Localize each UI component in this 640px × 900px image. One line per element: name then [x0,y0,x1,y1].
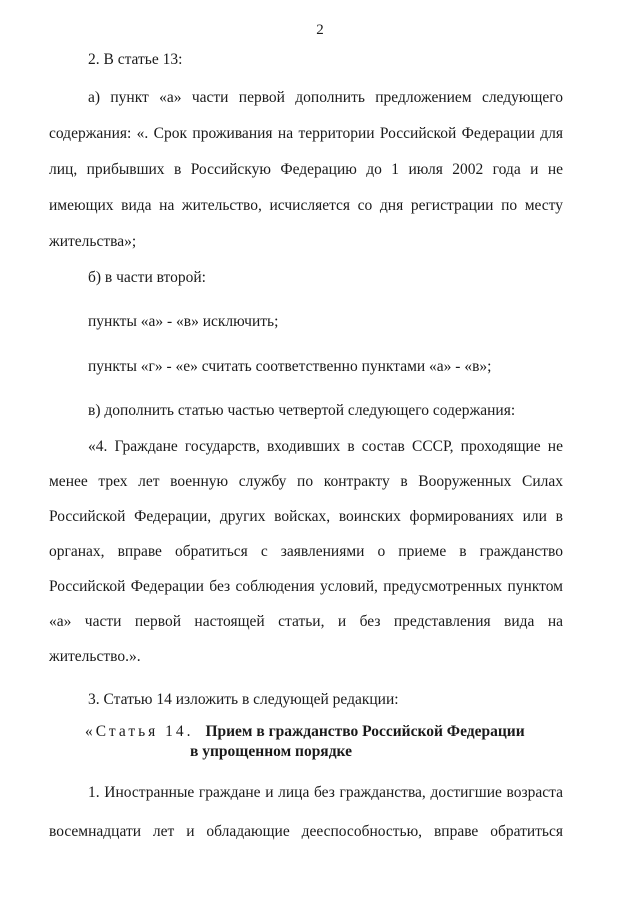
article-14-heading [85,722,555,762]
para-4-line: Российской Федерации, других войсках, воинских формированиях или в [49,508,563,525]
para-1-line: восемнадцати лет и обладающие дееспособностью, вправе обратиться [49,823,563,840]
article-14-title: Прием в гражданство Российской Федерации [205,723,525,740]
para-a-line: имеющих вида на жительство, исчисляется со дня регистрации по месту [49,197,563,214]
para-c-heading: в) дополнить статью частью четвертой следующего содержания: [88,402,516,419]
para-4-line: Российской Федерации без соблюдения условий, предусмотренных пунктом [49,578,563,595]
item2-heading: 2. В статье 13: [88,51,183,68]
para-4-line: менее трех лет военную службу по контракту в Вооруженных Силах [49,473,563,490]
para-4-line: жительство.». [49,648,141,665]
para-4-line: «4. Граждане государств, входивших в состав СССР, проходящие не [88,438,563,455]
para-b-line2: пункты «г» - «е» считать соответственно пунктами «а» - «в»; [88,358,492,375]
para-a-line: содержания: «. Срок проживания на территории Российской Федерации для [49,125,563,142]
para-a-line: лиц, прибывших в Российскую Федерацию до 1 июля 2002 года и не [49,161,563,178]
item3-heading: 3. Статью 14 изложить в следующей редакции: [88,691,399,708]
article-14-prefix: «Статья 14. [85,723,194,740]
para-4-line: органах, вправе обратиться с заявлениями о приеме в гражданство [49,543,563,560]
para-a-line: жительства»; [49,233,137,250]
para-a-line: а) пункт «а» части первой дополнить предложением следующего [88,89,563,106]
para-4-line: «а» части первой настоящей статьи, и без представления вида на [49,613,563,630]
para-1-line: 1. Иностранные граждане и лица без гражданства, достигшие возраста [88,784,563,801]
article-14-title-continued: в упрощенном порядке [190,743,352,760]
page-number: 2 [316,22,324,38]
para-b-heading: б) в части второй: [88,269,206,286]
para-b-line1: пункты «а» - «в» исключить; [88,313,279,330]
